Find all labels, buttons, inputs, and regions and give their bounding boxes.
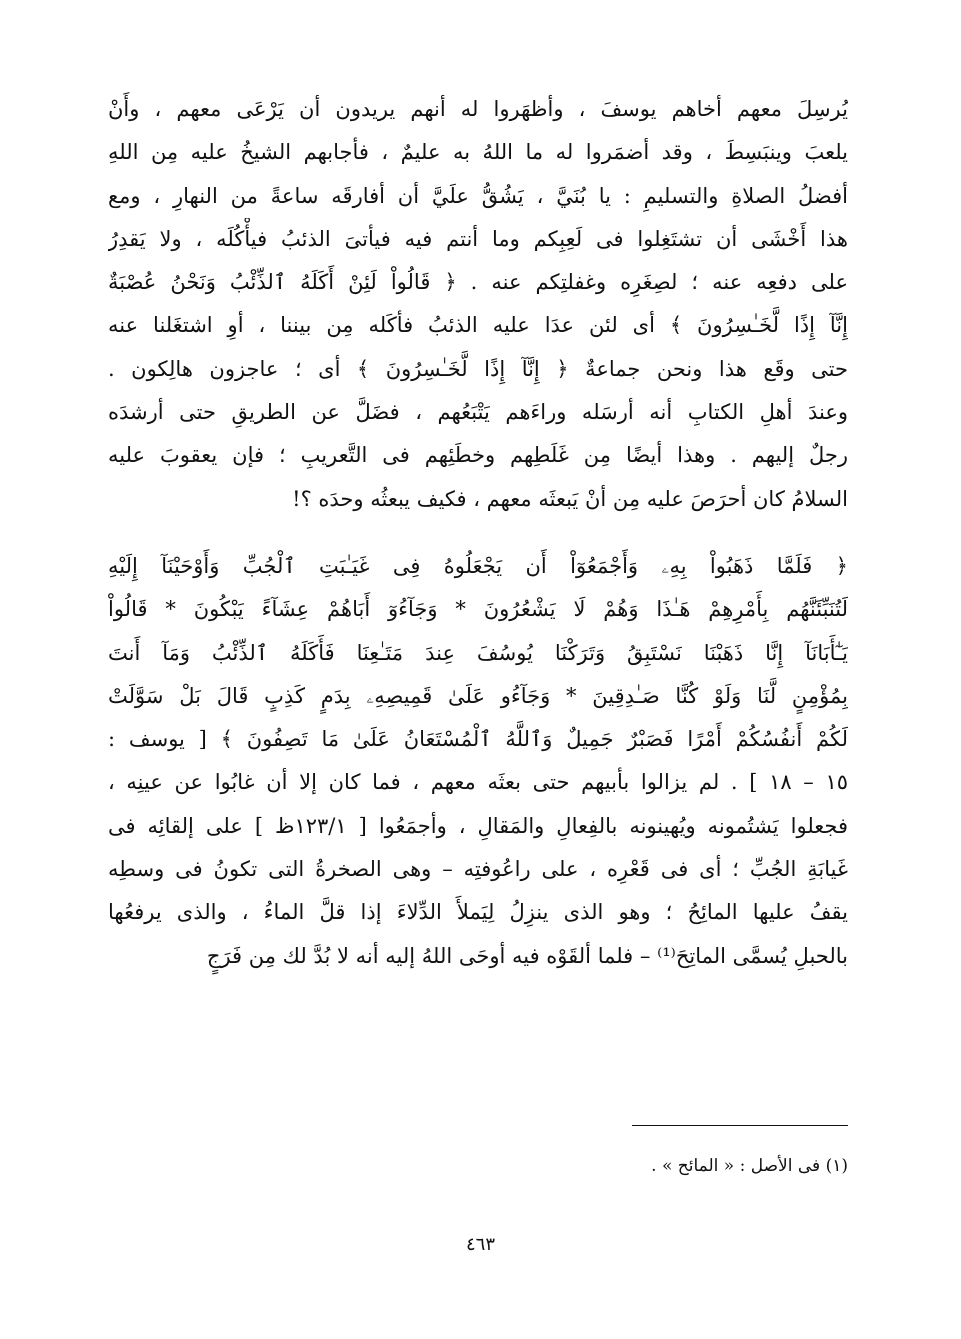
page-number: ٤٦٣ [465, 1234, 495, 1255]
text-line: يُرسِلَ معهم أخاهم يوسفَ ، وأظهَروا له أنهم يريدون أن يَرْعَى معهم ، وأَنْ [108, 97, 848, 121]
text-line: السلامُ كان أحرَصَ عليه مِن أنْ يَبعثَه معهم ، فكيف يبعثُه وحدَه ؟! [292, 486, 848, 511]
text-line: حتى وقَع هذا ونحن جماعةٌ ﴿ إِنَّآ إِذًا لَّخَـٰسِرُونَ ﴾ أى ؛ عاجزون هالِكون . [108, 356, 848, 381]
body-text [108, 88, 848, 978]
text-line: ١٥ – ١٨ ] . لم يزالوا بأبيهم حتى بعثَه معهم ، فما كان إلا أن غابُوا عن عينِه ، [108, 770, 848, 795]
text-line: لَكُمْ أَنفُسُكُمْ أَمْرًا فَصَبْرٌ جَمِيلٌ وَٱللَّهُ ٱلْمُسْتَعَانُ عَلَىٰ مَا تَصِفُونَ ﴾ [ يوسف : [108, 727, 848, 752]
text-line: بِمُؤْمِنٍ لَّنَا وَلَوْ كُنَّا صَـٰدِقِينَ * وَجَآءُو عَلَىٰ قَمِيصِهِۦ بِدَمٍ كَذِبٍ قَالَ بَلْ سَوَّلَتْ [108, 683, 848, 708]
text-line: يَـٰٓأَبَانَآ إِنَّا ذَهَبْنَا نَسْتَبِقُ وَتَرَكْنَا يُوسُفَ عِندَ مَتَـٰعِنَا فَأَكَلَهُ ٱلذِّئْبُ وَمَآ أَنتَ [108, 640, 848, 665]
text-line: على دفعِه عنه ؛ لصِغَرِه وغفلتِكم عنه . ﴿ قَالُواْ لَئِنْ أَكَلَهُ ٱلذِّئْبُ وَنَحْنُ عُصْبَةٌ [108, 270, 848, 295]
text-line: هذا أَخْشَى أن تشتَغِلوا فى لَعِبِكم وما أنتم فيه فيأتىَ الذئبُ فيأْكُلَه ، ولا يَقدِرُ [108, 226, 848, 251]
text-line: يلعبَ وينبَسِطَ ، وقد أضمَروا له ما اللهُ به عليمٌ ، فأجابهم الشيخُ عليه مِن اللهِ [108, 140, 848, 165]
text-line: يقفُ عليها المائِحُ ؛ وهو الذى ينزِلُ لِيَملأَ الدِّلاءَ إذا قلَّ الماءُ ، والذى يرفعُها [108, 900, 848, 925]
text-line: لَتُنَبِّئَنَّهُم بِأَمْرِهِمْ هَـٰذَا وَهُمْ لَا يَشْعُرُونَ * وَجَآءُوٓ أَبَاهُمْ عِشَآءً يَبْكُونَ * قَالُواْ [108, 597, 848, 622]
text-line: فجعلوا يَشتُمونه ويُهينونه بالفِعالِ والمَقالِ ، وأجمَعُوا [ ١٢٣/١ظ ] على إلقائِه فى [108, 813, 848, 838]
paragraph-gap [108, 521, 848, 545]
paragraph-commentary [108, 88, 848, 521]
text-line: وعندَ أهلِ الكتابِ أنه أرسَله وراءَهم يَتْبَعُهم ، فضَلَّ عن الطريقِ حتى أرشدَه [108, 400, 848, 425]
text-line: إِنَّآ إِذًا لَّخَـٰسِرُونَ ﴾ أى لئن عدَا عليه الذئبُ فأكَله مِن بيننا ، أوِ اشتغَلنا عنه [108, 313, 848, 338]
paragraph-quran-passage [108, 545, 848, 978]
text-line: رجلٌ إليهم . وهذا أيضًا مِن غَلَطِهم وخطَئِهم فى التَّعريبِ ؛ فإن يعقوبَ عليه [108, 443, 848, 468]
text-line: غَيابَةِ الجُبِّ ؛ أى فى قَعْرِه ، على راعُوفتِه – وهى الصخرةُ التى تكونُ فى وسطِه [108, 857, 848, 882]
footnote-separator [632, 1125, 848, 1126]
text-line: أفضلُ الصلاةِ والتسليمِ : يا بُنَيَّ ، يَشُقُّ علَيَّ أن أفارقَه ساعةً من النهارِ ، ومع [108, 183, 848, 208]
text-line: بالحبلِ يُسمَّى الماتِحَ⁽¹⁾ – فلما ألقَوْه فيه أوحَى اللهُ إليه أنه لا بُدَّ لك مِن فَرَجٍ [206, 943, 848, 968]
text-line: ﴿ فَلَمَّا ذَهَبُواْ بِهِۦ وَأَجْمَعُوٓاْ أَن يَجْعَلُوهُ فِى غَيَـٰبَتِ ٱلْجُبِّ وَأَوْحَيْنَآ إِلَيْهِ [108, 553, 848, 578]
footnote: (١) فى الأصل : « المائح » . [651, 1156, 848, 1176]
